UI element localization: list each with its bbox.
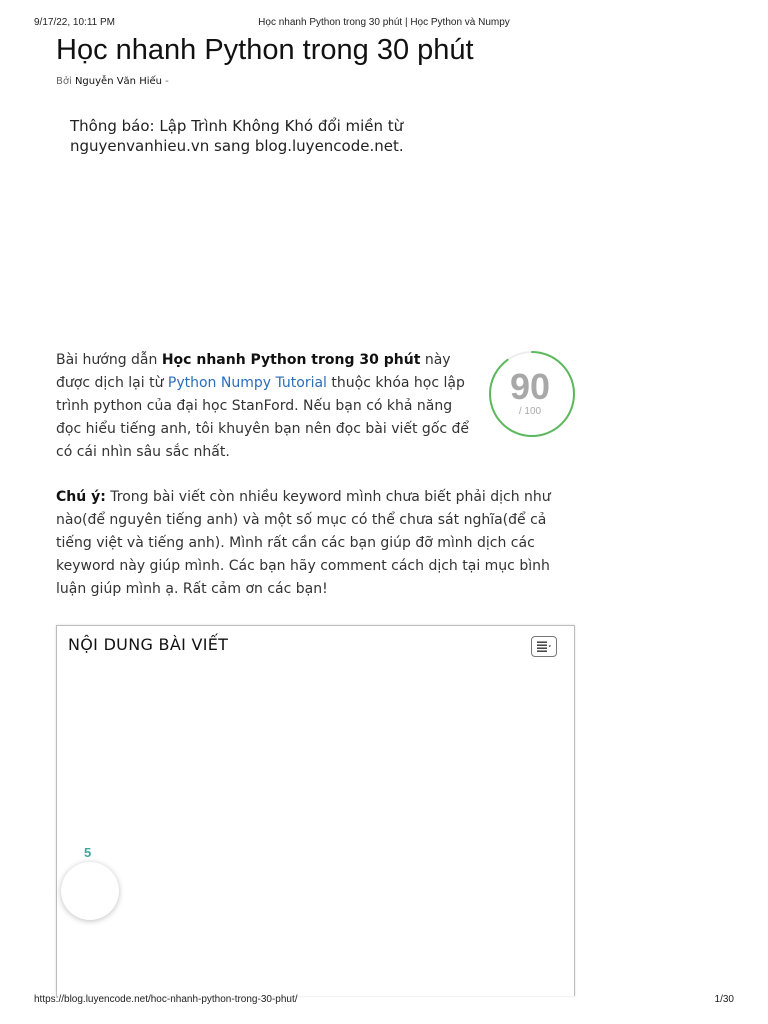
intro-text-2: này được dịch lại từ xyxy=(56,352,451,391)
intro-bold-title: Học nhanh Python trong 30 phút xyxy=(161,352,421,368)
note-label: Chú ý: xyxy=(56,489,106,505)
byline xyxy=(56,76,169,87)
print-footer xyxy=(34,994,734,1008)
intro-text-3: thuộc khóa học lập trình python của đại học StanFord. Nếu bạn có khả năng đọc hiểu tiếng anh, tôi khuyên bạn nên đọc bài viết gốc để có cái nhìn sâu sắc nhất. xyxy=(56,375,470,460)
print-page-number: 1/30 xyxy=(714,994,734,1005)
note-text: Trong bài viết còn nhiều keyword mình chưa biết phải dịch như nào(để nguyên tiếng anh) và một số mục có thể chưa sát nghĩa(để cả tiếng việt và tiếng anh). Mình rất cần các bạn giúp đỡ mình dịch các keyword này giúp mình. Các bạn hãy comment cách dịch tại mục bình luận giúp mình ạ. Rất cảm ơn các bạn! xyxy=(56,489,551,597)
article-title: Học nhanh Python trong 30 phút xyxy=(56,34,474,66)
print-url: https://blog.luyencode.net/hoc-nhanh-python-trong-30-phut/ xyxy=(34,994,298,1005)
score-max: / 100 xyxy=(518,406,542,417)
intro-text-1: Bài hướng dẫn xyxy=(56,352,162,368)
toc-title: NỘI DUNG BÀI VIẾT xyxy=(68,635,229,654)
share-count: 5 xyxy=(84,845,92,860)
print-header xyxy=(34,17,734,31)
author-link[interactable]: Nguyễn Văn Hiếu xyxy=(74,76,162,87)
python-numpy-tutorial-link[interactable]: Python Numpy Tutorial xyxy=(167,375,327,391)
print-datetime: 9/17/22, 10:11 PM xyxy=(34,17,115,28)
share-button[interactable] xyxy=(61,862,119,920)
print-page-title: Học nhanh Python trong 30 phút | Học Python và Numpy xyxy=(258,17,510,28)
intro-paragraph xyxy=(56,349,476,464)
domain-change-notice: Thông báo: Lập Trình Không Khó đổi miền từ nguyenvanhieu.vn sang blog.luyencode.net. xyxy=(70,117,404,155)
review-score-badge xyxy=(488,350,576,438)
byline-prefix: Bởi xyxy=(56,76,72,87)
score-value: 90 xyxy=(509,366,551,407)
note-paragraph xyxy=(56,486,556,601)
byline-separator: - xyxy=(165,76,169,87)
list-toggle-icon xyxy=(536,640,552,653)
toc-toggle-button[interactable] xyxy=(531,636,557,657)
table-of-contents xyxy=(56,625,575,996)
